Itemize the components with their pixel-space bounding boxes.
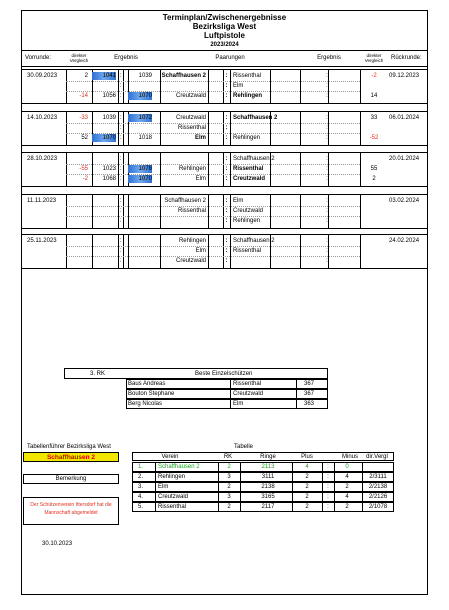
direct-compare-return: -2 [371, 73, 377, 79]
team-home: Rissenthal [177, 125, 206, 131]
best-col-line [230, 379, 231, 389]
score-home [92, 247, 116, 255]
score-home [92, 207, 116, 215]
score-away: 1039 [138, 73, 152, 79]
round-bottom-rule [21, 186, 428, 187]
pair-sep: : [225, 125, 228, 131]
standings-pos: 1. [138, 464, 144, 470]
shooter-club: Rissenthal [233, 381, 262, 387]
grid-line [66, 194, 67, 228]
round-top-rule [21, 194, 428, 195]
score-home [92, 257, 116, 265]
round-date: 11.11.2023 [27, 198, 57, 204]
ergebnis-label-left: Ergebnis [114, 55, 138, 61]
round-return-date: 03.02.2024 [389, 198, 420, 204]
grid-line [230, 152, 231, 186]
direct-compare-label: direkter Vergleich [69, 53, 89, 63]
team-away: Rissenthal [233, 73, 262, 79]
standings-rings: 3111 [261, 474, 275, 480]
team-away: Elm [233, 198, 244, 204]
score-sep: : [119, 125, 122, 131]
score-sep: : [119, 258, 122, 264]
discipline: Luftpistole [204, 31, 245, 40]
score-home [92, 124, 116, 132]
direct-compare-return: 55 [370, 166, 378, 172]
standings-header: RK [223, 454, 233, 460]
standings-rk: 3 [227, 474, 231, 480]
score-home [92, 82, 116, 90]
score-away [128, 82, 152, 90]
shooter-name: Baus Andreas [128, 381, 166, 387]
standings-sep: : [327, 464, 329, 470]
result-sep: : [326, 115, 328, 121]
pair-sep: : [225, 258, 228, 264]
direct-compare-value: -2 [82, 176, 88, 182]
footer-date: 30.10.2023 [42, 541, 73, 547]
team-home: Elm [195, 248, 206, 254]
score-sep: : [119, 115, 122, 121]
round-top-rule [21, 152, 428, 153]
result-sep: : [326, 73, 328, 79]
grid-line [300, 111, 301, 145]
team-home: Elm [195, 176, 206, 182]
standings-col-line [240, 482, 241, 492]
round-return-date: 09.12.2023 [389, 73, 420, 79]
score-sep: : [119, 238, 122, 244]
round-top-rule [21, 69, 428, 70]
score-away [128, 155, 152, 163]
standings-col-line [155, 472, 156, 482]
result-sep: : [326, 238, 328, 244]
rueckrunde-label: Rückrunde: [391, 55, 422, 61]
score-sep: : [119, 208, 122, 214]
team-away: Rissenthal [233, 166, 264, 172]
best-col-line [296, 399, 297, 409]
best-shooters-title: Beste Einzelschützen [195, 371, 253, 377]
round-top-rule [21, 234, 428, 235]
direct-compare-return: -52 [369, 135, 379, 141]
standings-col-line [240, 472, 241, 482]
grid-line [208, 69, 209, 103]
score-home [92, 155, 116, 163]
grid-line [123, 111, 124, 145]
round-top-rule [21, 111, 428, 112]
standings-direct: 2/2138 [368, 484, 388, 490]
grid-line [300, 234, 301, 268]
score-away: 1018 [138, 135, 152, 141]
standings-rk: 2 [227, 484, 231, 490]
standings-rk: 3 [227, 494, 231, 500]
standings-sep: : [327, 494, 329, 500]
standings-minus: 0 [345, 464, 349, 470]
standings-team: Rehlingen [158, 474, 186, 480]
standings-sep: : [327, 474, 329, 480]
pair-sep: : [225, 166, 228, 172]
score-sep: : [119, 135, 122, 141]
shooter-name: Bouton Stephane [128, 391, 175, 397]
pair-sep: : [225, 115, 228, 121]
team-away: Rehlingen [233, 135, 261, 141]
vorrunde-label: Vorrunde: [25, 55, 52, 61]
grid-line [123, 152, 124, 186]
best-col-line [296, 379, 297, 389]
score-away [128, 217, 152, 225]
standings-header: Verein [161, 454, 179, 460]
grid-line [208, 152, 209, 186]
pair-sep: : [225, 248, 228, 254]
grid-line [208, 234, 209, 268]
score-away [128, 257, 152, 265]
team-home: Creutzwald [175, 93, 206, 99]
team-away: Creutzwald [233, 176, 266, 182]
standings-rings: 2117 [261, 504, 275, 510]
grid-line [123, 69, 124, 103]
standings-pos: 4. [138, 494, 144, 500]
score-sep: : [119, 73, 122, 79]
standings-sep: : [327, 504, 329, 510]
score-sep: : [119, 93, 122, 99]
result-sep: : [326, 135, 328, 141]
shooter-score: 367 [304, 391, 315, 397]
standings-col-line [155, 492, 156, 502]
remark-label: Bemerkung [55, 476, 87, 482]
standings-minus: 4 [345, 494, 349, 500]
score-sep: : [119, 83, 122, 89]
standings-plus: 2 [305, 504, 309, 510]
standings-minus: 2 [345, 504, 349, 510]
best-col-line [230, 399, 231, 409]
team-away: Schaffhausen 2 [233, 156, 275, 162]
score-home: 1068 [102, 176, 116, 182]
score-away: 1078 [128, 165, 152, 173]
standings-minus: 4 [345, 474, 349, 480]
paarungen-label: Paarungen [215, 55, 245, 61]
grid-line [360, 194, 361, 228]
leader-team: Schaffhausen 2 [23, 452, 119, 462]
result-sep: : [326, 83, 328, 89]
standings-plus: 2 [305, 494, 309, 500]
standings-header: Minus [341, 454, 358, 460]
result-sep: : [326, 156, 328, 162]
best-col-line [230, 389, 231, 399]
standings-pos: 3. [138, 484, 144, 490]
team-home: Creutzwald [175, 115, 206, 121]
pair-sep: : [225, 156, 228, 162]
score-sep: : [119, 248, 122, 254]
team-home: Schaffhausen 2 [164, 198, 206, 204]
standings-header: Ringe [260, 454, 276, 460]
direct-compare-return: 14 [370, 93, 378, 99]
best-rk-label: 3. RK [90, 371, 106, 377]
round-date: 28.10.2023 [27, 156, 58, 162]
score-sep: : [119, 198, 122, 204]
page-title: Terminplan/Zwischenergebnisse [162, 13, 287, 22]
direct-compare-value: -33 [79, 115, 88, 121]
standings-rk: 2 [227, 464, 231, 470]
result-sep: : [326, 176, 328, 182]
grid-line [300, 152, 301, 186]
team-home: Rehlingen [178, 238, 206, 244]
grid-line [230, 69, 231, 103]
shooter-score: 363 [304, 401, 315, 407]
score-home: 1070 [92, 134, 116, 142]
result-sep: : [326, 218, 328, 224]
standings-plus: 4 [305, 464, 309, 470]
remark-text: Der Schützenverein Ittersdorf hat die Mannschaft abgemeldet [30, 502, 112, 516]
score-home: 1039 [102, 115, 116, 121]
result-sep: : [326, 198, 328, 204]
standings-plus: 2 [305, 474, 309, 480]
standings-header: Plus [301, 454, 313, 460]
team-away: Creutzwald [233, 208, 264, 214]
score-away: 1070 [128, 92, 152, 100]
standings-header: dir.Vergl [366, 454, 388, 460]
best-col-line [296, 389, 297, 399]
round-bottom-rule [21, 228, 428, 229]
standings-rings: 2113 [261, 464, 275, 470]
score-home [92, 197, 116, 205]
score-away [128, 207, 152, 215]
round-date: 14.10.2023 [27, 115, 58, 121]
standings-col-line [240, 462, 241, 472]
grid-line [230, 234, 231, 268]
direct-compare-value: -55 [79, 166, 88, 172]
round-date: 30.09.2023 [27, 73, 58, 79]
standings-minus: 2 [345, 484, 349, 490]
score-away [128, 247, 152, 255]
round-return-date: 06.01.2024 [389, 115, 420, 121]
round-return-date: 20.01.2024 [389, 156, 420, 162]
standings-direct: 2/3111 [369, 474, 387, 480]
team-away: Rehlingen [233, 218, 261, 224]
standings-team: Schaffhausen 2 [158, 464, 200, 470]
grid-line [300, 69, 301, 103]
pair-sep: : [225, 208, 228, 214]
pair-sep: : [225, 83, 228, 89]
standings-col-line [155, 482, 156, 492]
score-sep: : [119, 166, 122, 172]
score-sep: : [119, 176, 122, 182]
result-sep: : [326, 208, 328, 214]
standings-sep: : [327, 484, 329, 490]
grid-line [230, 194, 231, 228]
standings-col-line [240, 492, 241, 502]
grid-line [208, 111, 209, 145]
standings-pos: 2. [138, 474, 144, 480]
standings-rings: 2138 [261, 484, 275, 490]
round-date: 25.11.2023 [27, 238, 57, 244]
header-bottom-rule [21, 66, 428, 67]
pair-sep: : [225, 73, 228, 79]
pair-sep: : [225, 238, 228, 244]
grid-line [300, 194, 301, 228]
grid-line [123, 194, 124, 228]
round-bottom-rule [21, 268, 428, 269]
grid-line [360, 234, 361, 268]
leader-label: Tabellenführer Bezirksliga West [27, 444, 111, 450]
score-sep: : [119, 218, 122, 224]
shooter-club: Elm [233, 401, 244, 407]
result-sep: : [326, 125, 328, 131]
ergebnis-label-right: Ergebnis [317, 55, 341, 61]
team-home: Elm [194, 135, 206, 141]
score-sep: : [119, 156, 122, 162]
score-away: 1072 [128, 114, 152, 122]
standings-team: Creutzwald [158, 494, 189, 500]
standings-col-line [155, 502, 156, 512]
season: 2023/2024 [210, 42, 239, 48]
score-home [92, 217, 116, 225]
standings-pos: 5. [138, 504, 144, 510]
round-bottom-rule [21, 103, 428, 104]
score-away [128, 197, 152, 205]
team-away: Schaffhausen 2 [233, 115, 278, 121]
standings-rings: 3165 [261, 494, 275, 500]
round-bottom-rule [21, 145, 428, 146]
result-sep: : [326, 258, 328, 264]
result-sep: : [326, 166, 328, 172]
team-home: Rehlingen [178, 166, 206, 172]
grid-line [208, 194, 209, 228]
result-sep: : [326, 248, 328, 254]
pair-sep: : [225, 93, 228, 99]
standings-col-line [155, 462, 156, 472]
score-home: 1056 [102, 93, 116, 99]
team-away: Rissenthal [233, 248, 262, 254]
standings-col-line [240, 502, 241, 512]
score-home [92, 237, 116, 245]
team-home: Rissenthal [177, 208, 206, 214]
standings-col-line [362, 462, 363, 472]
header-top-rule [21, 50, 428, 51]
standings-direct: 2/1078 [368, 504, 388, 510]
result-sep: : [326, 93, 328, 99]
score-home: 1041 [92, 72, 116, 80]
team-away: Schaffhausen 2 [233, 238, 275, 244]
pair-sep: : [225, 218, 228, 224]
pair-sep: : [225, 198, 228, 204]
shooter-club: Creutzwald [233, 391, 264, 397]
direct-compare-return: 33 [370, 115, 378, 121]
direct-compare-value: 52 [81, 135, 88, 141]
standings-plus: 2 [305, 484, 309, 490]
team-home: Schaffhausen 2 [161, 73, 206, 79]
standings-direct: 2/2126 [368, 494, 388, 500]
score-away [128, 124, 152, 132]
grid-line [66, 234, 67, 268]
grid-line [230, 111, 231, 145]
team-home: Creutzwald [175, 258, 206, 264]
pair-sep: : [225, 176, 228, 182]
round-return-date: 24.02.2024 [389, 238, 420, 244]
direct-compare-value: -14 [79, 93, 88, 99]
direct-compare-return: 2 [372, 176, 376, 182]
score-home: 1023 [102, 166, 116, 172]
league-name: Bezirksliga West [192, 22, 257, 31]
standings-rk: 2 [227, 504, 231, 510]
shooter-score: 367 [304, 381, 315, 387]
team-away: Elm [233, 83, 244, 89]
pair-sep: : [225, 135, 228, 141]
standings-team: Rissenthal [158, 504, 187, 510]
standings-team: Elm [158, 484, 169, 490]
score-away [128, 237, 152, 245]
direct-compare-value: 2 [84, 73, 88, 79]
direct-compare-label-right: direkter Vergleich [364, 53, 384, 63]
score-away: 1070 [128, 175, 152, 183]
grid-line [123, 234, 124, 268]
shooter-name: Berg Nicolas [128, 401, 163, 407]
team-away: Rehlingen [233, 93, 263, 99]
standings-title: Tabelle [234, 444, 254, 450]
